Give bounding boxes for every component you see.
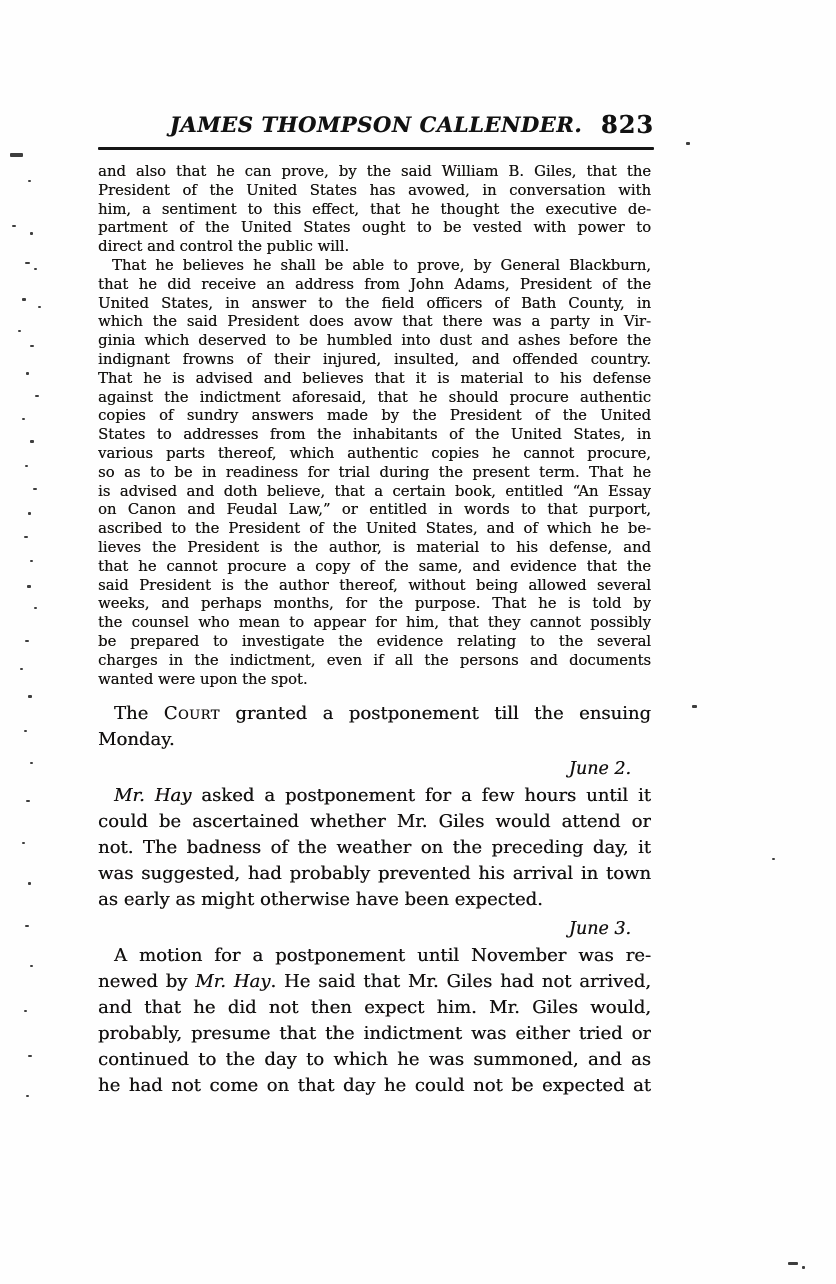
text-line: and also that he can prove, by the said William B. Giles, that the xyxy=(98,163,651,180)
text-line: direct and control the public will. xyxy=(98,238,350,256)
text-line: against the indictment aforesaid, that he should procure authentic xyxy=(98,388,651,406)
scan-speck xyxy=(22,298,26,301)
text-line xyxy=(98,835,651,861)
text-line: on Canon and Feudal Law,” or entitled in words to that purport, xyxy=(98,501,651,519)
text-segment: probably, presume that the indictment was either tried or xyxy=(98,1023,651,1044)
scan-speck xyxy=(28,1055,32,1057)
text-line: wanted were upon the spot. xyxy=(98,670,308,688)
scan-speck xyxy=(30,560,33,562)
scan-speck xyxy=(26,372,29,375)
text-segment: continued to the day to which he was summoned, and as xyxy=(98,1049,651,1070)
page-number: 823 xyxy=(600,110,654,139)
text-line: so as to be in readiness for trial during the present term. That he xyxy=(98,463,651,481)
text-line: the counsel who mean to appear for him, that they cannot possibly xyxy=(98,614,651,632)
text-segment: as early as might otherwise have been expected. xyxy=(98,889,543,910)
text-segment: and that he did not then expect him. Mr. Giles would, xyxy=(98,997,651,1018)
paragraph xyxy=(98,257,651,689)
scan-speck xyxy=(28,695,32,698)
running-header xyxy=(98,112,654,146)
scan-speck xyxy=(20,668,23,670)
scan-speck xyxy=(22,842,25,844)
scan-speck xyxy=(772,858,775,860)
text-line: ginia which deserved to be humbled into dust and ashes before the xyxy=(98,332,651,350)
text-segment: asked a postponement for a few hours until it xyxy=(191,785,651,806)
text-line: copies of sundry answers made by the President of the United xyxy=(98,407,651,425)
text-line xyxy=(98,701,651,727)
header-rule xyxy=(98,147,654,150)
text-segment: Monday. xyxy=(98,729,175,750)
italic-name: Mr. Hay xyxy=(195,971,271,992)
proceedings-text xyxy=(98,701,651,1099)
scan-speck xyxy=(30,345,34,347)
scan-speck xyxy=(24,730,27,732)
scan-speck xyxy=(34,607,37,609)
text-line: lieves the President is the author, is material to his defense, and xyxy=(98,538,651,556)
text-line: which the said President does avow that there was a party in Vir- xyxy=(98,313,651,331)
scan-speck xyxy=(30,762,33,764)
smallcaps-word: Court xyxy=(163,703,220,724)
text-line xyxy=(98,783,651,809)
scan-speck xyxy=(686,142,690,145)
paragraph xyxy=(98,783,651,913)
date-heading: June 2. xyxy=(568,759,631,779)
text-line: That he is advised and believes that it is material to his defense xyxy=(98,369,651,387)
text-line: be prepared to investigate the evidence relating to the several xyxy=(98,632,651,650)
text-line: partment of the United States ought to be vested with power to xyxy=(98,219,651,237)
text-line: President of the United States has avowed, in conversation with xyxy=(98,181,651,199)
scan-speck xyxy=(802,1266,805,1269)
scan-speck xyxy=(24,536,28,538)
scan-speck xyxy=(692,705,697,708)
text-line: That he believes he shall be able to prove, by General Blackburn, xyxy=(112,256,651,274)
text-segment: . He said that Mr. Giles had not arrived, xyxy=(270,971,651,992)
text-line xyxy=(98,1047,651,1073)
scan-speck xyxy=(30,232,33,235)
text-line: weeks, and perhaps months, for the purpose. That he is told by xyxy=(98,595,651,613)
scan-speck xyxy=(28,180,31,182)
scan-speck xyxy=(18,330,21,332)
running-header-title: JAMES THOMPSON CALLENDER. xyxy=(169,112,583,137)
scan-speck xyxy=(38,306,41,308)
scan-speck xyxy=(28,882,31,885)
text-line: various parts thereof, which authentic copies he cannot procure, xyxy=(98,444,651,462)
text-line: said President is the author thereof, without being allowed several xyxy=(98,576,651,594)
scan-speck xyxy=(25,640,29,642)
text-line xyxy=(98,943,651,969)
scan-speck xyxy=(788,1262,798,1265)
scan-speck xyxy=(30,965,33,967)
scan-speck xyxy=(34,268,37,270)
scan-speck xyxy=(33,488,37,490)
text-line: him, a sentiment to this effect, that he thought the executive de- xyxy=(98,200,651,218)
scan-speck xyxy=(26,1095,29,1097)
scan-speck xyxy=(27,585,31,588)
scan-speck xyxy=(35,395,39,397)
scan-speck xyxy=(25,465,28,467)
text-line: United States, in answer to the field officers of Bath County, in xyxy=(98,294,651,312)
italic-name: Mr. Hay xyxy=(114,785,192,806)
scan-speck xyxy=(25,925,29,927)
text-line: charges in the indictment, even if all the persons and documents xyxy=(98,651,651,669)
text-segment: not. The badness of the weather on the preceding day, it xyxy=(98,837,651,858)
text-line xyxy=(98,809,651,835)
paragraph xyxy=(98,163,651,257)
paragraph xyxy=(98,701,651,753)
text-segment: newed by xyxy=(98,971,196,992)
scan-speck xyxy=(24,1010,27,1012)
text-line: that he did receive an address from John Adams, President of the xyxy=(98,275,651,293)
text-line: indignant frowns of their injured, insulted, and offended country. xyxy=(98,350,651,368)
text-line xyxy=(98,887,651,913)
text-segment: A motion for a postponement until November was re- xyxy=(114,945,651,966)
text-line xyxy=(98,1073,651,1099)
text-line xyxy=(98,995,651,1021)
text-segment: he had not come on that day he could not be expected at xyxy=(98,1075,651,1096)
text-line xyxy=(98,969,651,995)
text-line xyxy=(98,861,651,887)
text-line: is advised and doth believe, that a certain book, entitled “An Essay xyxy=(98,482,651,500)
text-segment: was suggested, had probably prevented his arrival in town xyxy=(98,863,651,884)
scan-speck xyxy=(26,800,30,802)
date-heading: June 3. xyxy=(568,919,631,939)
scan-speck xyxy=(10,153,23,157)
text-line: ascribed to the President of the United States, and of which he be- xyxy=(98,520,651,538)
text-segment: granted a postponement till the ensuing xyxy=(219,703,651,724)
scan-speck xyxy=(25,262,30,264)
text-segment: could be ascertained whether Mr. Giles would attend or xyxy=(98,811,651,832)
text-line xyxy=(98,727,651,753)
paragraph xyxy=(98,943,651,1099)
text-line: that he cannot procure a copy of the same, and evidence that the xyxy=(98,557,651,575)
text-segment: The xyxy=(114,703,164,724)
text-line: States to addresses from the inhabitants of the United States, in xyxy=(98,426,651,444)
scan-speck xyxy=(22,418,25,420)
scan-speck xyxy=(28,512,31,515)
scan-speck xyxy=(30,440,34,443)
scan-speck xyxy=(12,225,16,227)
text-line xyxy=(98,1021,651,1047)
deposition-text xyxy=(98,163,651,689)
